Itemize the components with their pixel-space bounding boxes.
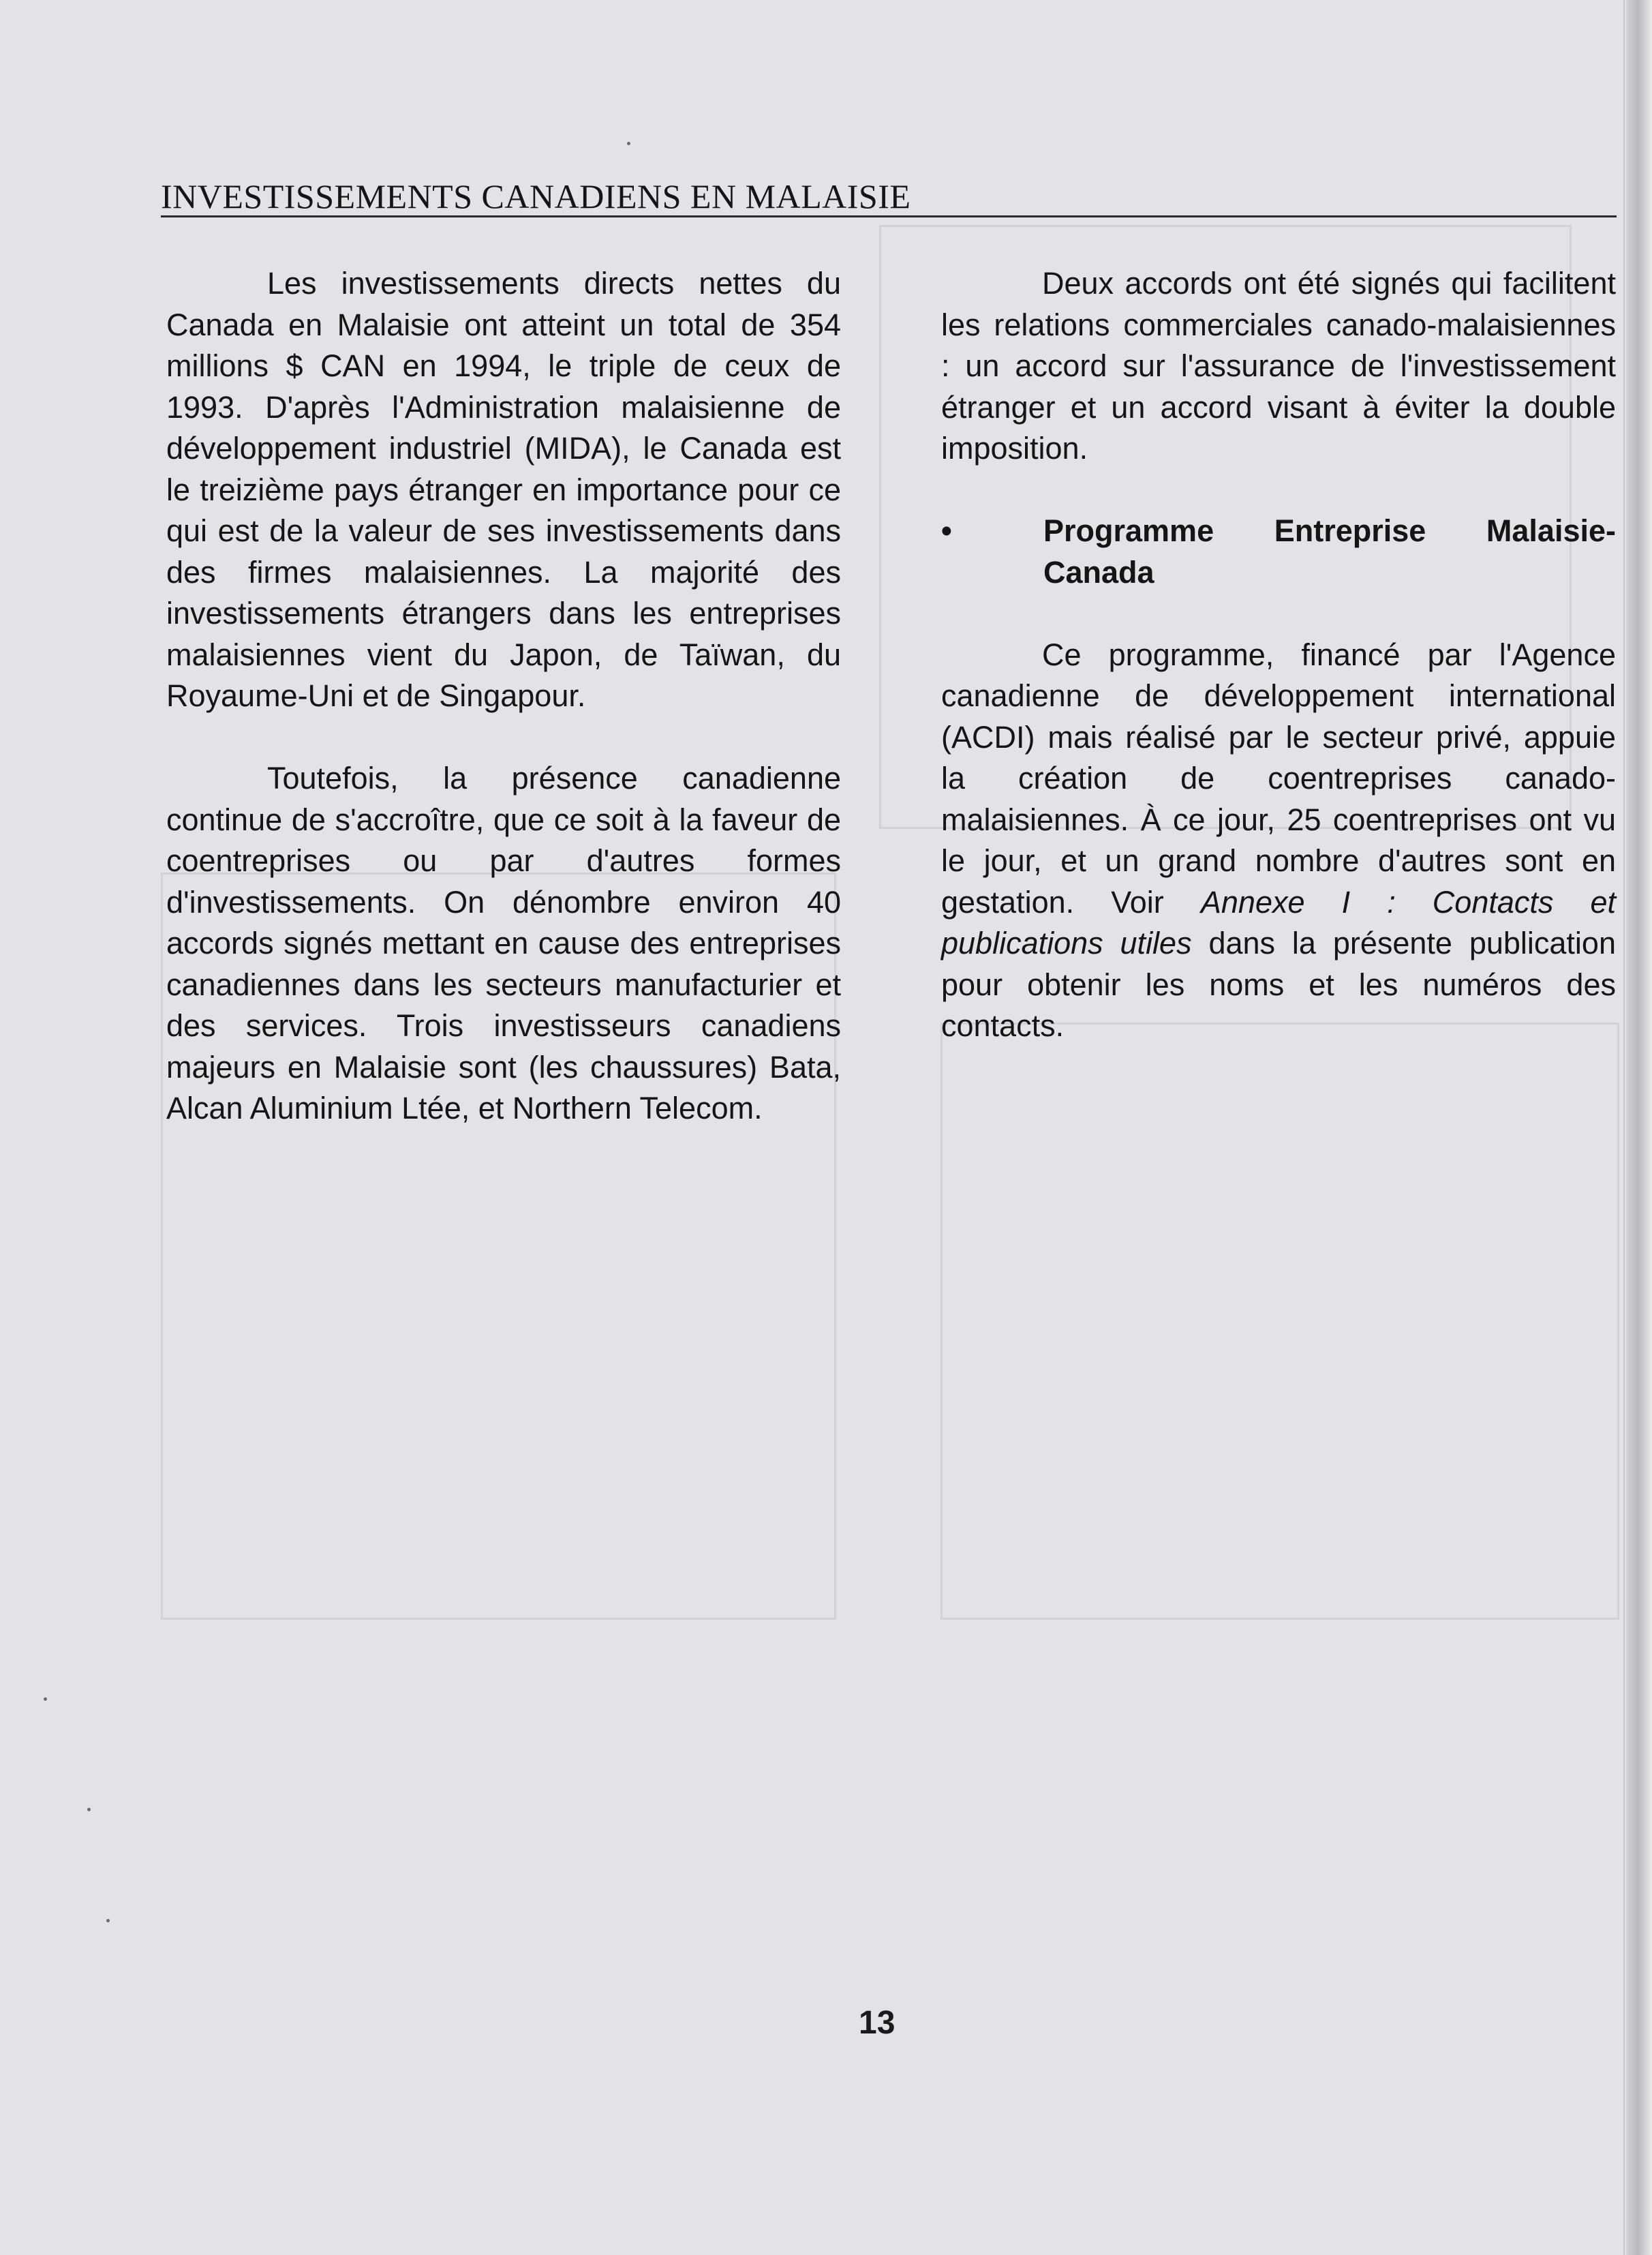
left-paragraph-1: Les investissements directs nettes du Canada en Malaisie ont atteint un total de 354 millions $ CAN en 1994, le triple de ceux de 1993. D'après l'Administration malaisienne de développement industriel (MIDA), le Canada est le treizième pays étranger en importance pour ce qui est de la valeur de ses investissements dans des firmes malaisiennes. La majorité des investissements étrangers dans les entreprises malaisiennes vient du Japon, de Taïwan, du Royaume-Uni et de Singapour. (166, 266, 841, 713)
bullet-icon: • (941, 513, 952, 548)
right-paragraph-2-text: Ce programme, financé par l'Agence canadienne de développement international (ACDI) mais réalisé par le secteur privé, appuie la création de coentreprises canado-malaisiennes. À ce jour, 25 coentreprises ont vu le jour, et un grand nombre d'autres sont en gestation. Voir (941, 637, 1616, 920)
left-column (166, 263, 841, 1130)
running-header: INVESTISSEMENTS CANADIENS EN MALAISIE (161, 177, 911, 215)
subheading-line-1: Programme Entreprise Malaisie- (1043, 513, 1616, 548)
stray-mark (627, 142, 630, 145)
page-number: 13 (859, 2005, 896, 2041)
right-paragraph-1: Deux accords ont été signés qui facilitent les relations commerciales canado-malaisiennes : un accord sur l'assurance de l'investissement étranger et un accord visant à éviter la double imposition. (941, 266, 1616, 466)
header-rule (161, 215, 1617, 217)
annex-reference: Annexe I : Contacts et publications utiles (941, 884, 1616, 960)
paragraph-spacer (941, 470, 1616, 511)
left-paragraph-2: Toutefois, la présence canadienne continue de s'accroître, que ce soit à la faveur de coentreprises ou par d'autres formes d'investissements. On dénombre environ 40 accords signés mettant en cause des entreprises canadiennes dans les secteurs manufacturier et des services. Trois investisseurs canadiens majeurs en Malaisie sont (les chaussures) Bata, Alcan Aluminium Ltée, et Northern Telecom. (166, 761, 841, 1125)
subheading-line-2: Canada (1043, 554, 1154, 590)
show-through-box-right (940, 1023, 1619, 1620)
stray-mark (106, 1919, 110, 1922)
page-binding-shadow (1626, 0, 1652, 2255)
paragraph-spacer (941, 593, 1616, 635)
stray-mark (87, 1808, 91, 1811)
paragraph-spacer (166, 717, 841, 759)
right-paragraph-2-end: dans la présente publication pour obtenir les noms et les numéros des contacts. (941, 926, 1616, 1043)
right-column (941, 263, 1616, 1047)
stray-mark (44, 1697, 47, 1701)
page-edge-line (1623, 0, 1625, 2255)
right-paragraph-2 (941, 635, 1616, 1047)
subheading-programme (941, 511, 1616, 552)
